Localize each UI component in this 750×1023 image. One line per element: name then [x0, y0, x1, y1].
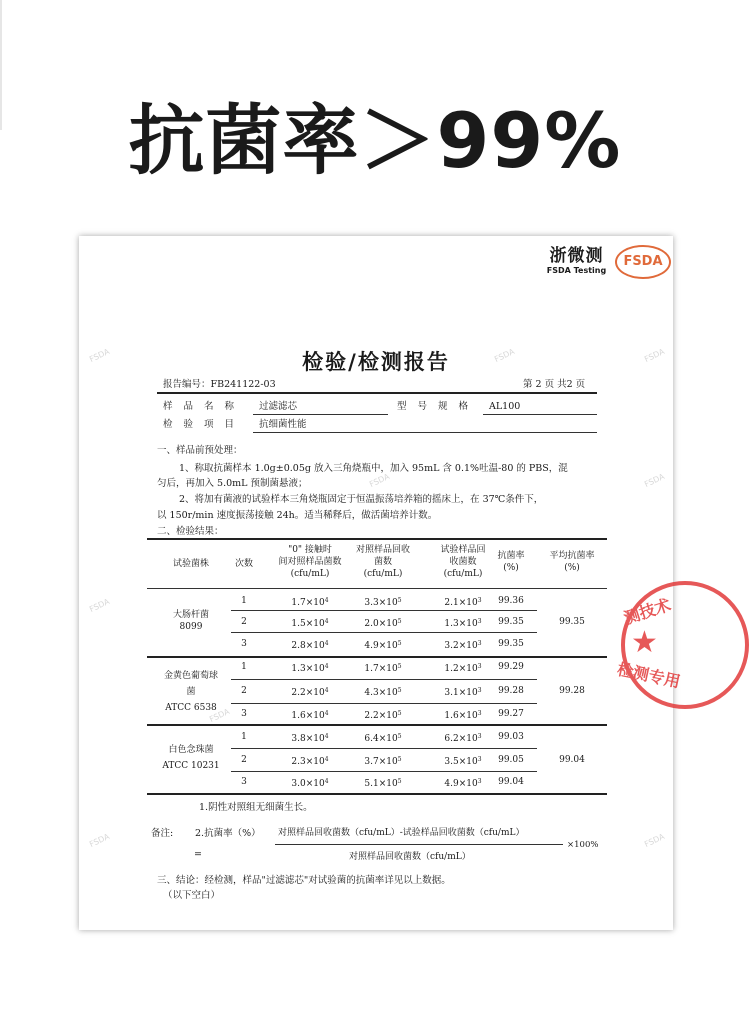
exponent: 5 [397, 756, 402, 763]
zero-count: 1.5×10 [291, 619, 325, 629]
header-zero-line: "0" 接触时 [288, 545, 332, 555]
strain-code: ATCC 6538 [165, 703, 217, 713]
rate-cell: 99.28 [498, 686, 524, 696]
header-strain: 试验菌株 [172, 559, 209, 569]
watermark: FSDA [643, 346, 666, 365]
exponent: 4 [324, 710, 329, 717]
header-bottom-border [147, 588, 607, 589]
control-count: 6.4×10 [364, 734, 398, 744]
official-seal [615, 581, 749, 709]
field-underline [253, 432, 597, 433]
control-count: 1.7×10 [364, 664, 398, 674]
equals-sign: = [194, 849, 202, 860]
exponent: 5 [397, 710, 402, 717]
zero-count: 1.7×10 [291, 598, 325, 608]
test-count: 3.1×10 [444, 688, 478, 698]
pretreat-line: 2、将加有菌液的试验样本三角烧瓶固定于恒温振荡培养箱的摇床上，在 37℃条件下， [179, 494, 544, 505]
watermark: FSDA [368, 471, 391, 490]
control-count-cell [341, 616, 425, 630]
header-zero-line: (cfu/mL) [290, 569, 330, 579]
formula-numerator: 对照样品回收菌数（cfu/mL）-试验样品回收菌数（cfu/mL） [278, 828, 525, 838]
header-test-line: 试验样品回 [440, 545, 486, 555]
header-average-line: 平均抗菌率 [549, 551, 595, 561]
notes-label: 备注: [151, 828, 174, 839]
section-heading: 一、样品前预处理： [157, 445, 243, 456]
group-divider [147, 656, 607, 658]
group-divider [147, 724, 607, 726]
test-count: 2.1×10 [444, 598, 478, 608]
zero-count: 1.6×10 [291, 711, 325, 721]
strain-code: 8099 [179, 622, 203, 632]
zero-count: 2.3×10 [291, 757, 325, 767]
rate-cell: 99.03 [498, 732, 524, 742]
fsda-logo: FSDA [615, 245, 671, 279]
header-average [537, 550, 607, 574]
zero-count: 3.8×10 [291, 734, 325, 744]
control-count: 3.7×10 [364, 757, 398, 767]
times-cell: 2 [241, 755, 247, 765]
star-icon: ★ [631, 625, 658, 660]
exponent: 3 [477, 687, 482, 694]
brand-block [544, 246, 609, 276]
control-count: 4.9×10 [364, 641, 398, 651]
times-cell: 3 [241, 709, 247, 719]
header-rate-line: 抗菌率 [497, 551, 525, 561]
watermark: FSDA [88, 831, 111, 850]
header-rate-line: (%) [503, 563, 519, 573]
control-count-cell [341, 661, 425, 675]
header-rate [481, 550, 541, 574]
times-cell: 1 [241, 732, 247, 742]
control-count-cell [341, 685, 425, 699]
watermark: FSDA [88, 596, 111, 615]
strain-name: 大肠杆菌 [172, 610, 209, 620]
strain-name: 白色念珠菌 [168, 745, 214, 755]
table-top-border [147, 538, 607, 540]
brand-subtitle: FSDA Testing [546, 266, 607, 275]
header-control [341, 544, 425, 580]
exponent: 4 [324, 733, 329, 740]
rate-cell: 99.36 [498, 596, 524, 606]
control-count: 4.3×10 [364, 688, 398, 698]
pretreat-line: 以 150r/min 速度振荡接触 24h。适当稀释后，做活菌培养计数。 [157, 510, 438, 521]
exponent: 3 [477, 618, 482, 625]
average-rate: 99.04 [559, 755, 585, 765]
rate-cell: 99.27 [498, 709, 524, 719]
header-average-line: (%) [564, 563, 580, 573]
strain-name: 菌 [186, 687, 196, 697]
exponent: 3 [477, 597, 482, 604]
test-count: 3.2×10 [444, 641, 478, 651]
fraction-bar [275, 844, 563, 845]
exponent: 4 [324, 687, 329, 694]
strain-code: ATCC 10231 [162, 761, 220, 771]
strain-cell [149, 609, 233, 633]
test-count: 1.6×10 [444, 711, 478, 721]
strain-cell [149, 670, 233, 714]
exponent: 4 [324, 618, 329, 625]
exponent: 3 [477, 640, 482, 647]
formula-multiplier: ×100% [567, 840, 599, 850]
exponent: 4 [324, 756, 329, 763]
note-line: 1.阴性对照组无细菌生长。 [199, 802, 313, 813]
sample-name-label: 样 品 名 称 [163, 401, 239, 412]
control-count: 2.0×10 [364, 619, 398, 629]
model-value: AL100 [489, 401, 521, 412]
control-count: 3.3×10 [364, 598, 398, 608]
times-cell: 2 [241, 617, 247, 627]
header-control-line: 菌数 [373, 557, 392, 567]
field-underline [483, 414, 597, 415]
control-count-cell [341, 595, 425, 609]
report-title: 检验/检测报告 [302, 349, 450, 374]
test-count: 4.9×10 [444, 779, 478, 789]
report-number: 报告编号：FB241122-03 [163, 379, 276, 390]
exponent: 3 [477, 733, 482, 740]
seal-text-bottom: 检测专用 [615, 659, 683, 692]
brand-name: 浙微测 [549, 246, 604, 266]
control-count: 5.1×10 [364, 779, 398, 789]
headline: 抗菌率＞99% [128, 96, 622, 185]
rate-cell: 99.04 [498, 777, 524, 787]
exponent: 5 [397, 597, 402, 604]
test-count: 6.2×10 [444, 734, 478, 744]
header-control-line: 对照样品回收 [355, 545, 410, 555]
row-divider [231, 703, 537, 704]
zero-count: 1.3×10 [291, 664, 325, 674]
rate-cell: 99.29 [498, 662, 524, 672]
exponent: 4 [324, 663, 329, 670]
watermark: FSDA [643, 471, 666, 490]
watermark: FSDA [643, 831, 666, 850]
times-cell: 1 [241, 596, 247, 606]
sample-name: 过滤滤芯 [259, 401, 298, 412]
exponent: 5 [397, 640, 402, 647]
test-count: 1.2×10 [444, 664, 478, 674]
average-rate: 99.35 [559, 617, 585, 627]
control-count-cell [341, 754, 425, 768]
zero-count: 2.8×10 [291, 641, 325, 651]
exponent: 5 [397, 733, 402, 740]
header-times: 次数 [234, 559, 253, 569]
row-divider [231, 679, 537, 680]
pretreat-line: 匀后，再加入 5.0mL 预制菌悬液； [157, 478, 308, 489]
exponent: 3 [477, 778, 482, 785]
report-document [79, 236, 683, 930]
rate-cell: 99.35 [498, 617, 524, 627]
average-rate: 99.28 [559, 686, 585, 696]
exponent: 4 [324, 640, 329, 647]
divider [157, 392, 597, 394]
strain-name: 金黄色葡萄球 [163, 671, 218, 681]
rate-cell: 99.35 [498, 639, 524, 649]
zero-count: 3.0×10 [291, 779, 325, 789]
row-divider [231, 632, 537, 633]
times-cell: 2 [241, 686, 247, 696]
exponent: 4 [324, 778, 329, 785]
exponent: 3 [477, 756, 482, 763]
test-item: 抗细菌性能 [259, 419, 307, 430]
exponent: 5 [397, 778, 402, 785]
control-count-cell [341, 708, 425, 722]
exponent: 5 [397, 687, 402, 694]
model-label: 型 号 规 格 [397, 401, 473, 412]
page-indicator: 第 2 页 共2 页 [523, 379, 586, 390]
exponent: 5 [397, 618, 402, 625]
seal-text-top: 测技术 [621, 594, 674, 628]
header-test-line: (cfu/mL) [443, 569, 483, 579]
field-underline [253, 414, 388, 415]
zero-count: 2.2×10 [291, 688, 325, 698]
test-count: 3.5×10 [444, 757, 478, 767]
conclusion-line: 三、结论：经检测，样品"过滤滤芯"对试验菌的抗菌率详见以上数据。 [157, 875, 451, 886]
control-count-cell [341, 638, 425, 652]
watermark: FSDA [208, 706, 231, 725]
control-count: 2.2×10 [364, 711, 398, 721]
watermark: FSDA [88, 346, 111, 365]
header-zero-line: 间对照样品菌数 [278, 557, 342, 567]
exponent: 3 [477, 663, 482, 670]
test-count: 1.3×10 [444, 619, 478, 629]
row-divider [231, 771, 537, 772]
header-control-line: (cfu/mL) [363, 569, 403, 579]
times-cell: 1 [241, 662, 247, 672]
header-test-line: 收菌数 [449, 557, 477, 567]
times-cell: 3 [241, 777, 247, 787]
row-divider [231, 610, 537, 611]
note-line: 2.抗菌率（%） [195, 828, 261, 839]
exponent: 5 [397, 663, 402, 670]
strain-cell [149, 744, 233, 772]
table-bottom-border [147, 793, 607, 795]
rate-cell: 99.05 [498, 755, 524, 765]
times-cell: 3 [241, 639, 247, 649]
test-item-label: 检 验 项 目 [163, 419, 239, 430]
control-count-cell [341, 731, 425, 745]
control-count-cell [341, 776, 425, 790]
exponent: 4 [324, 597, 329, 604]
conclusion-blank: （以下空白） [163, 890, 221, 901]
exponent: 3 [477, 710, 482, 717]
row-divider [231, 748, 537, 749]
formula-denominator: 对照样品回收菌数（cfu/mL） [349, 852, 471, 862]
watermark: FSDA [493, 346, 516, 365]
section-heading: 二、检验结果： [157, 526, 224, 537]
pretreat-line: 1、称取抗菌样本 1.0g±0.05g 放入三角烧瓶中，加入 95mL 含 0.1%吐温-80 的 PBS，混 [179, 463, 568, 474]
